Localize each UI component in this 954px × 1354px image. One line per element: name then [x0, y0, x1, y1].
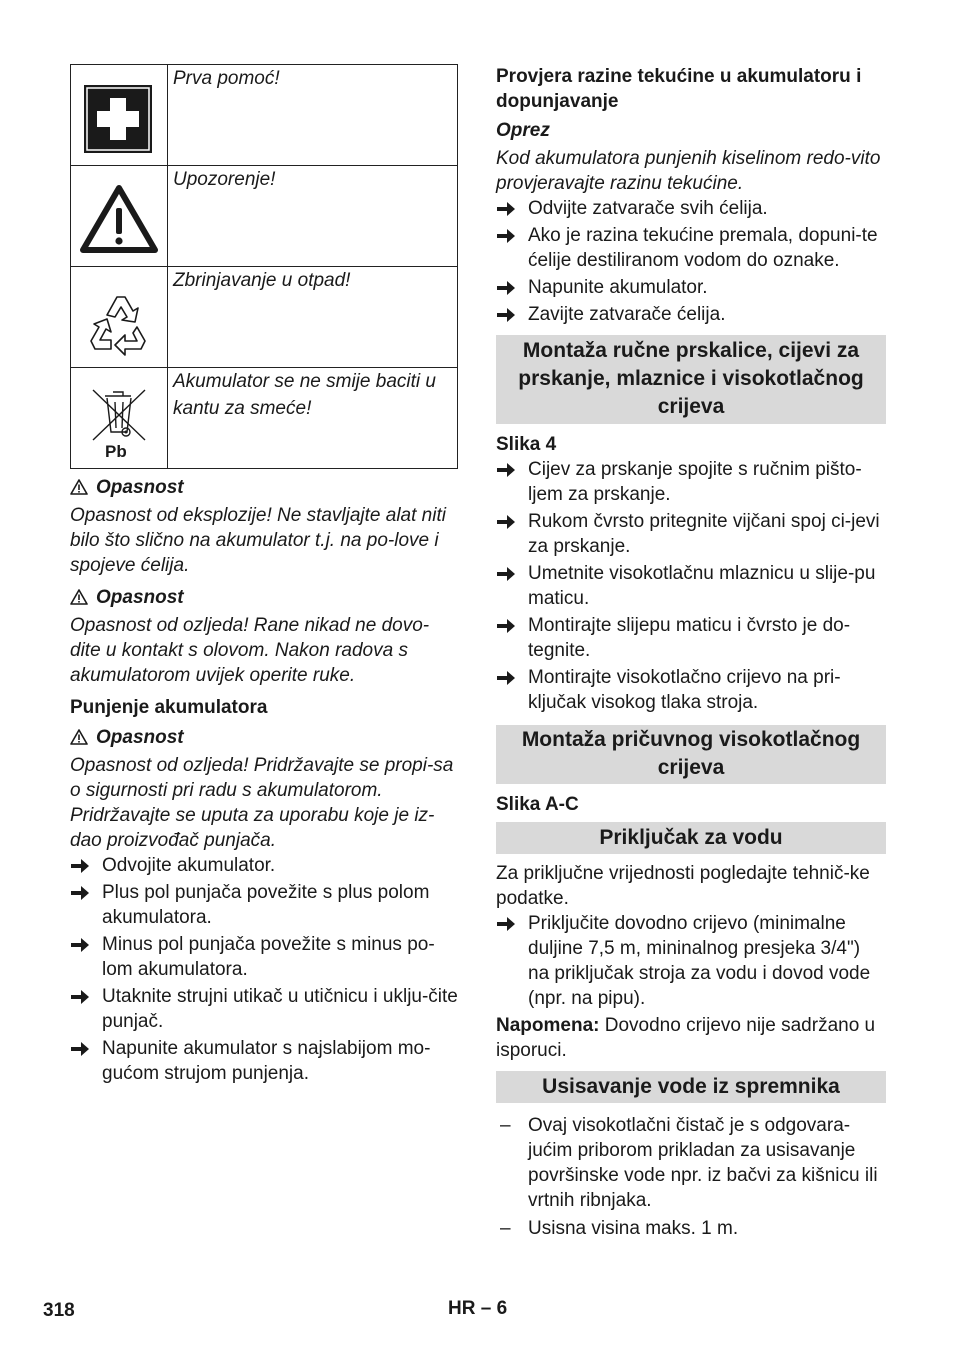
list-item: Montirajte slijepu maticu i čvrsto je do-tegnite.: [496, 613, 886, 663]
danger-text: Opasnost od eksplozije! Ne stavljajte alat niti bilo što slično na akumulator t.j. na po-love i spojeve ćelija.: [70, 505, 446, 576]
list-item: Plus pol punjača povežite s plus polom akumulatora.: [70, 880, 458, 930]
symbol-label: Akumulator se ne smije baciti u kantu za smeće!: [168, 368, 458, 469]
symbol-row: [71, 166, 458, 267]
warning-icon: [70, 589, 88, 605]
dash-bullet: –: [500, 1115, 511, 1136]
list-item: Napunite akumulator.: [496, 275, 886, 300]
local-page-number: – 6: [480, 1298, 508, 1319]
charging-heading: Punjenje akumulatora: [70, 697, 268, 718]
language-code: HR: [448, 1298, 476, 1319]
symbol-row: [71, 267, 458, 368]
note: [496, 1013, 886, 1063]
arrow-right-icon: [497, 281, 515, 295]
fluid-heading: Provjera razine tekućine u akumulatoru i dopunjavanje: [496, 66, 862, 112]
warning-icon: [70, 479, 88, 495]
arrow-right-icon: [497, 619, 515, 633]
list-item: – Usisna visina maks. 1 m.: [500, 1218, 739, 1239]
danger-heading: Opasnost: [70, 585, 458, 610]
page-footer-language: [448, 1296, 507, 1321]
section-heading: Priključak za vodu: [496, 822, 886, 854]
note-text: Dovodno crijevo nije sadržano u isporuci.: [496, 1015, 876, 1061]
list-item: Napunite akumulator s najslabijom mo-gućom strujom punjenja.: [70, 1036, 458, 1086]
symbol-row: [71, 368, 458, 469]
water-intro: Za priključne vrijednosti pogledajte tehnič-ke podatke.: [496, 863, 870, 909]
list-item: Zavijte zatvarače ćelija.: [496, 302, 886, 327]
tank-items: [496, 1113, 886, 1241]
arrow-right-icon: [497, 917, 515, 931]
list-item: Odvijte zatvarače svih ćelija.: [496, 196, 886, 221]
danger-text: Opasnost od ozljeda! Pridržavajte se propi-sa o sigurnosti pri radu s akumulatorom. Pridržavajte se uputa za uporabu koje je iz-dao proizvođač punjača.: [70, 755, 454, 851]
lead-badge: Pb: [105, 442, 127, 461]
list-item: – Ovaj visokotlačni čistač je s odgovara-jućim priborom prikladan za usisavanje površinske vode npr. iz bačvi za kišnicu ili vrtnih ribnjaka.: [500, 1115, 878, 1211]
figure-ref: Slika 4: [496, 434, 557, 455]
arrow-right-icon: [497, 308, 515, 322]
arrow-right-icon: [497, 202, 515, 216]
arrow-right-icon: [497, 671, 515, 685]
section-heading: Usisavanje vode iz spremnika: [496, 1071, 886, 1103]
symbol-row: [71, 65, 458, 166]
note-label: Napomena:: [496, 1015, 600, 1036]
figure-ref: Slika A-C: [496, 794, 579, 815]
list-item: Montirajte visokotlačno crijevo na pri-ključak visokog tlaka stroja.: [496, 665, 886, 715]
section-heading: Montaža pričuvnog visokotlačnog crijeva: [496, 725, 886, 784]
gun-steps: [496, 457, 886, 715]
list-item: Cijev za prskanje spojite s ručnim pišto-ljem za prskanje.: [496, 457, 886, 507]
list-item: Minus pol punjača povežite s minus po-lom akumulatora.: [70, 932, 458, 982]
first-aid-cross-icon: [71, 65, 167, 165]
arrow-right-icon: [497, 567, 515, 581]
list-item: Rukom čvrsto pritegnite vijčani spoj ci-jevi za prskanje.: [496, 509, 886, 559]
dash-bullet: –: [500, 1218, 511, 1239]
warning-icon: [70, 729, 88, 745]
water-steps: [496, 911, 886, 1011]
recycling-icon: [71, 267, 167, 367]
section-heading: Montaža ručne prskalice, cijevi za prskanje, mlaznice i visokotlačnog crijeva: [496, 335, 886, 424]
arrow-right-icon: [71, 886, 89, 900]
list-item: Umetnite visokotlačnu mlaznicu u slije-pu maticu.: [496, 561, 886, 611]
charging-steps: [70, 853, 458, 1086]
caution-text: Kod akumulatora punjenih kiselinom redo-vito provjeravajte razinu tekućine.: [496, 148, 881, 194]
danger-heading: Opasnost: [70, 725, 458, 750]
right-column: [496, 64, 886, 1243]
arrow-right-icon: [71, 990, 89, 1004]
list-item: Odvojite akumulator.: [70, 853, 458, 878]
arrow-right-icon: [497, 463, 515, 477]
warning-triangle-icon: [71, 166, 167, 266]
danger-heading: Opasnost: [70, 475, 458, 500]
caution-label: Oprez: [496, 120, 550, 141]
arrow-right-icon: [497, 229, 515, 243]
danger-text: Opasnost od ozljeda! Rane nikad ne dovo-dite u kontakt s olovom. Nakon radova s akumulatorom uvijek operite ruke.: [70, 615, 430, 686]
symbol-label: Zbrinjavanje u otpad!: [168, 267, 458, 368]
left-column: [70, 64, 458, 1088]
list-item: Utaknite strujni utikač u utičnicu i uklju-čite punjač.: [70, 984, 458, 1034]
symbol-label: Upozorenje!: [168, 166, 458, 267]
arrow-right-icon: [71, 859, 89, 873]
symbol-label: Prva pomoć!: [168, 65, 458, 166]
list-item: Ako je razina tekućine premala, dopuni-te ćelije destiliranom vodom do oznake.: [496, 223, 886, 273]
list-item: Priključite dovodno crijevo (minimalne duljine 7,5 m, mininalnog presjeka 3/4") na priključak stroja za vodu i dovod vode (npr. na pipu).: [496, 911, 886, 1011]
page-number: 318: [43, 1300, 75, 1321]
arrow-right-icon: [497, 515, 515, 529]
fluid-steps: [496, 196, 886, 327]
symbol-table: [70, 64, 458, 469]
arrow-right-icon: [71, 938, 89, 952]
arrow-right-icon: [71, 1042, 89, 1056]
